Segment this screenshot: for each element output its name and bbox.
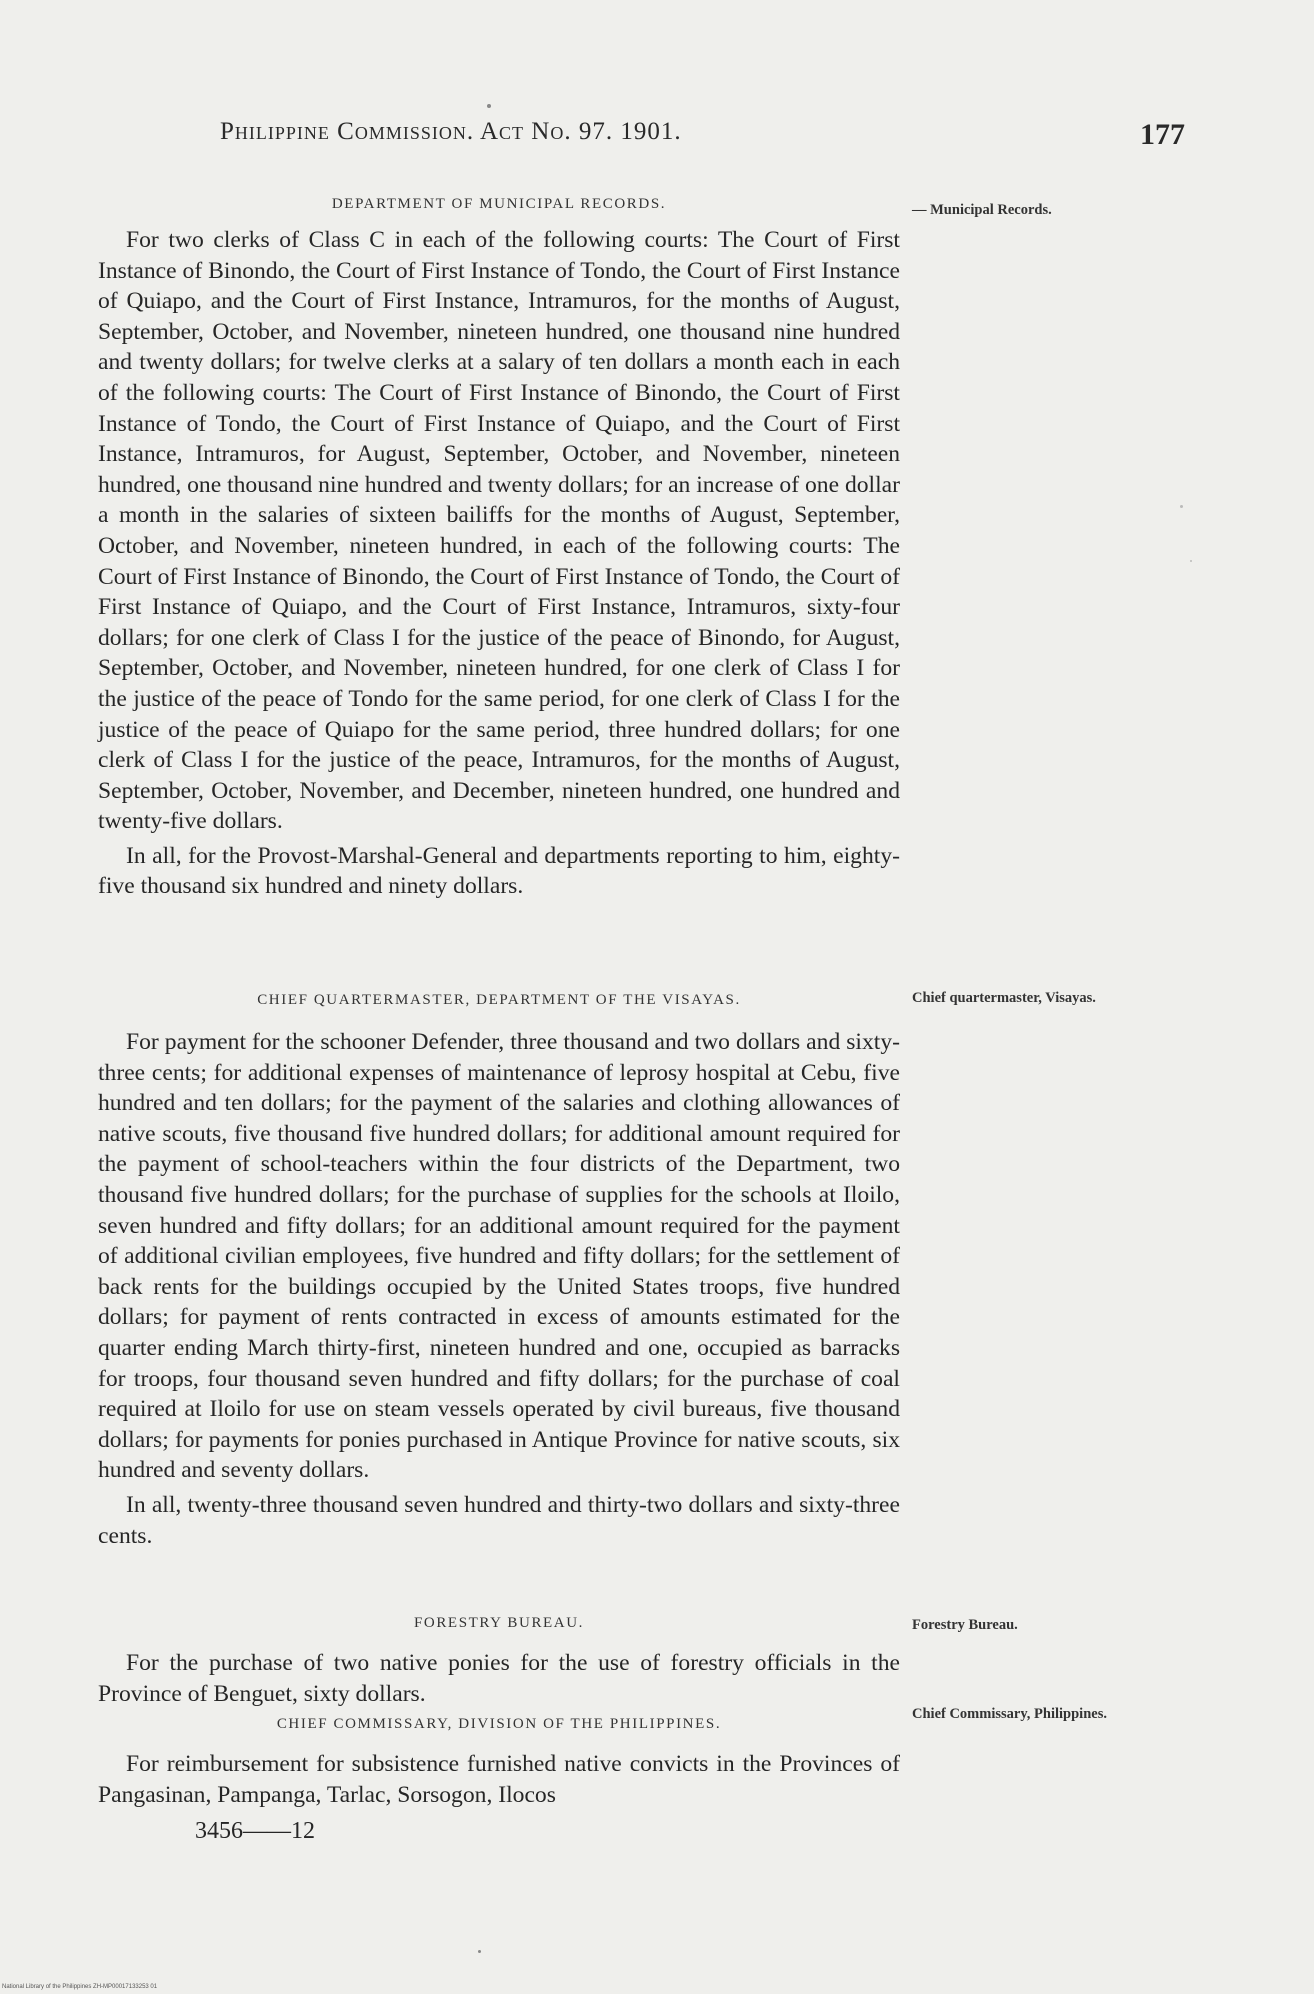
margin-note: — Municipal Records. (912, 202, 1052, 218)
paragraph: For two clerks of Class C in each of the following courts: The Court of First Instance of Binondo, the Court of First Instance of Tondo, the Court of First Instance of Quiapo, and the Court of First Instance, Intramuros, for the months of August, September, October, and November, nineteen hundred, one thousand nine hundred and twenty dollars; for twelve clerks at a salary of ten dollars a month each in each of the following courts: The Court of First Instance of Binondo, the Court of First Instance of Tondo, the Court of First Instance of Quiapo, and the Court of First Instance, Intramuros, for August, September, October, and November, nineteen hundred, one thousand nine hundred and twenty dollars; for an increase of one dollar a month in the salaries of sixteen bailiffs for the months of August, September, October, and November, nineteen hundred, in each of the following courts: The Court of First Instance of Binondo, the Court of First Instance of Tondo, the Court of First Instance of Quiapo, and the Court of First Instance, Intramuros, sixty-four dollars; for one clerk of Class I for the justice of the peace of Binondo, for August, September, October, and November, nineteen hundred, for one clerk of Class I for the justice of the peace of Tondo for the same period, for one clerk of Class I for the justice of the peace of Quiapo for the same period, three hundred dollars; for one clerk of Class I for the justice of the peace, Intramuros, for the months of August, September, October, November, and December, nineteen hundred, one hundred and twenty-five dollars. (98, 227, 900, 835)
paragraph: In all, twenty-three thousand seven hundred and thirty-two dollars and sixty-three cents. (98, 1491, 900, 1549)
running-header: Philippine Commission. Act No. 97. 1901. (220, 118, 682, 145)
margin-note: Chief quartermaster, Visayas. (912, 990, 1096, 1006)
section-forestry-bureau (98, 1615, 900, 1709)
paragraph: In all, for the Provost-Marshal-General and departments reporting to him, eighty-five thousand six hundred and ninety dollars. (98, 842, 900, 900)
paragraph: For reimbursement for subsistence furnished native convicts in the Provinces of Pangasinan, Pampanga, Tarlac, Sorsogon, Ilocos (98, 1751, 900, 1808)
paragraph: For payment for the schooner Defender, three thousand and two dollars and sixty-three cents; for additional expenses of maintenance of leprosy hospital at Cebu, five hundred and ten dollars; for the payment of the salaries and clothing allowances of native scouts, five thousand five hundred dollars; for additional amount required for the payment of school-teachers within the four districts of the Department, two thousand five hundred dollars; for the purchase of supplies for the schools at Iloilo, seven hundred and fifty dollars; for an additional amount required for the payment of additional civilian employees, five hundred and fifty dollars; for the settlement of back rents for the buildings occupied by the United States troops, five hundred dollars; for payment of rents contracted in excess of amounts estimated for the quarter ending March thirty-first, nineteen hundred and one, occupied as barracks for troops, four thousand seven hundred and fifty dollars; for the purchase of coal required at Iloilo for use on steam vessels operated by civil bureaus, five thousand dollars; for payments for ponies purchased in Antique Province for native scouts, six hundred and seventy dollars. (98, 1029, 900, 1484)
paragraph: For the purchase of two native ponies for the use of forestry officials in the Province of Benguet, sixty dollars. (98, 1650, 900, 1707)
scan-speck (1180, 505, 1183, 508)
section-heading: CHIEF QUARTERMASTER, DEPARTMENT OF THE VISAYAS. (257, 992, 741, 1008)
footer-credit: National Library of the Philippines ZH-MP00017133253 01 (2, 1984, 158, 1990)
section-chief-commissary (98, 1716, 900, 1810)
scan-speck (478, 1950, 481, 1953)
section-heading: CHIEF COMMISSARY, DIVISION OF THE PHILIPPINES. (276, 1716, 722, 1732)
margin-note: Chief Commissary, Philippines. (912, 1706, 1107, 1722)
signature-mark: 3456——12 (195, 1818, 315, 1844)
page-number: 177 (1140, 118, 1185, 151)
scan-speck (487, 104, 491, 108)
section-municipal-records (98, 196, 900, 902)
scan-speck (1190, 560, 1192, 562)
margin-note: Forestry Bureau. (912, 1617, 1018, 1633)
section-chief-quartermaster (98, 992, 900, 1551)
section-heading: DEPARTMENT OF MUNICIPAL RECORDS. (331, 196, 667, 212)
section-heading: FORESTRY BUREAU. (413, 1615, 585, 1631)
